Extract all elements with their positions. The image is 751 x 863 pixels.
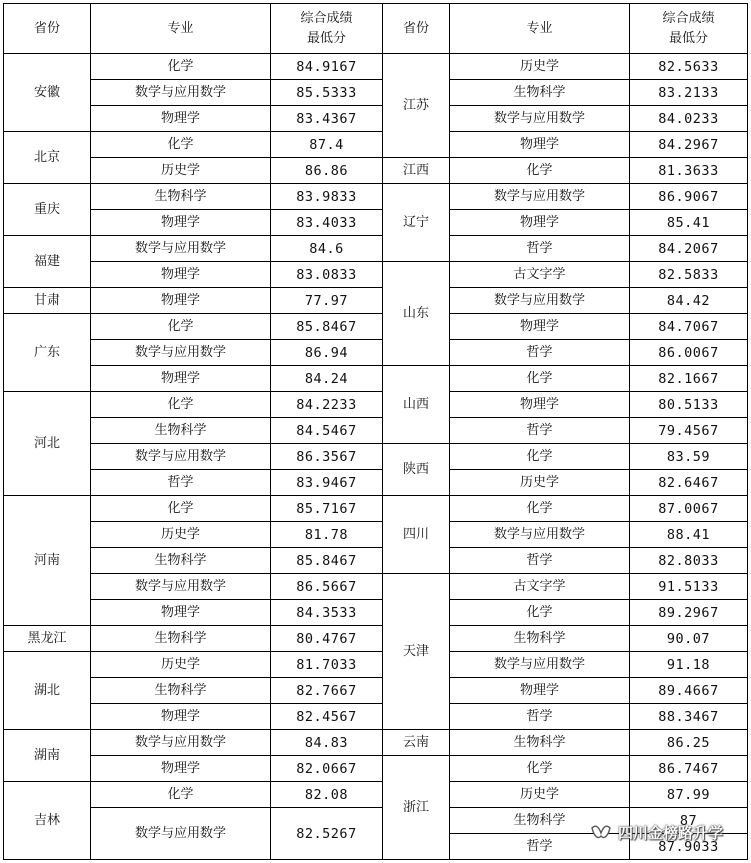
province-cell: 河南	[4, 496, 91, 626]
table-row	[4, 678, 748, 704]
score-header	[271, 4, 383, 54]
major-cell: 生物科学	[450, 626, 630, 652]
major-cell: 哲学	[450, 548, 630, 574]
score-cell: 82.5633	[630, 54, 748, 80]
score-cell: 91.5133	[630, 574, 748, 600]
score-cell: 85.41	[630, 210, 748, 236]
major-cell: 化学	[450, 158, 630, 184]
major-cell: 化学	[91, 54, 271, 80]
province-cell: 天津	[383, 574, 450, 730]
score-cell: 81.7033	[271, 652, 383, 678]
province-cell: 安徽	[4, 54, 91, 132]
table-row	[4, 54, 748, 80]
score-cell: 87.0067	[630, 496, 748, 522]
major-header: 专业	[91, 4, 271, 54]
major-cell: 物理学	[91, 366, 271, 392]
major-cell: 历史学	[450, 470, 630, 496]
score-cell: 82.5267	[271, 808, 383, 860]
score-cell: 82.6467	[630, 470, 748, 496]
major-cell: 物理学	[91, 210, 271, 236]
table-row	[4, 80, 748, 106]
major-cell: 生物科学	[450, 730, 630, 756]
major-cell: 化学	[450, 366, 630, 392]
province-cell: 山西	[383, 366, 450, 444]
province-cell: 四川	[383, 496, 450, 574]
score-cell: 86.9067	[630, 184, 748, 210]
score-cell: 85.5333	[271, 80, 383, 106]
major-cell: 化学	[450, 496, 630, 522]
table-row	[4, 652, 748, 678]
province-cell: 重庆	[4, 184, 91, 236]
major-cell: 哲学	[450, 340, 630, 366]
score-cell: 91.18	[630, 652, 748, 678]
score-cell: 88.3467	[630, 704, 748, 730]
major-cell: 哲学	[450, 236, 630, 262]
province-cell: 辽宁	[383, 184, 450, 262]
major-cell: 物理学	[450, 132, 630, 158]
major-cell: 物理学	[91, 756, 271, 782]
score-cell: 84.9167	[271, 54, 383, 80]
province-cell: 山东	[383, 262, 450, 366]
major-cell: 历史学	[91, 652, 271, 678]
major-cell: 物理学	[91, 262, 271, 288]
major-cell: 数学与应用数学	[450, 106, 630, 132]
table-row	[4, 210, 748, 236]
major-cell: 数学与应用数学	[91, 808, 271, 860]
score-cell: 82.5833	[630, 262, 748, 288]
table-row	[4, 262, 748, 288]
major-cell: 物理学	[91, 600, 271, 626]
table-row	[4, 158, 748, 184]
major-cell: 数学与应用数学	[91, 730, 271, 756]
score-cell: 83.9833	[271, 184, 383, 210]
score-cell: 86.25	[630, 730, 748, 756]
score-cell: 84.2233	[271, 392, 383, 418]
major-cell: 数学与应用数学	[450, 652, 630, 678]
major-cell: 哲学	[450, 418, 630, 444]
major-cell: 数学与应用数学	[450, 184, 630, 210]
score-cell: 85.8467	[271, 314, 383, 340]
major-cell: 数学与应用数学	[450, 522, 630, 548]
major-cell: 数学与应用数学	[91, 340, 271, 366]
score-header-line: 综合成绩	[662, 10, 715, 26]
major-cell: 物理学	[91, 106, 271, 132]
score-header-line: 综合成绩	[300, 10, 353, 26]
score-cell: 82.8033	[630, 548, 748, 574]
major-cell: 历史学	[450, 782, 630, 808]
table-row	[4, 600, 748, 626]
major-cell: 物理学	[450, 210, 630, 236]
score-cell: 83.4033	[271, 210, 383, 236]
table-row	[4, 418, 748, 444]
major-cell: 历史学	[91, 522, 271, 548]
score-cell: 88.41	[630, 522, 748, 548]
score-cell: 87.4	[271, 132, 383, 158]
table-row	[4, 392, 748, 418]
major-cell: 生物科学	[91, 418, 271, 444]
major-cell: 化学	[450, 444, 630, 470]
table-row	[4, 756, 748, 782]
score-cell: 83.59	[630, 444, 748, 470]
major-cell: 历史学	[91, 158, 271, 184]
major-cell: 物理学	[450, 314, 630, 340]
table-row	[4, 782, 748, 808]
table-row	[4, 314, 748, 340]
major-cell: 数学与应用数学	[91, 574, 271, 600]
score-cell: 82.1667	[630, 366, 748, 392]
table-row	[4, 730, 748, 756]
score-cell: 85.7167	[271, 496, 383, 522]
major-cell: 生物科学	[450, 808, 630, 834]
major-cell: 哲学	[450, 704, 630, 730]
province-cell: 吉林	[4, 782, 91, 860]
major-cell: 数学与应用数学	[91, 80, 271, 106]
watermark-text: 四川金榜路升学	[617, 824, 723, 842]
province-cell: 江西	[383, 158, 450, 184]
province-cell: 江苏	[383, 54, 450, 158]
province-cell: 湖北	[4, 652, 91, 730]
score-cell: 84.2967	[630, 132, 748, 158]
major-cell: 化学	[91, 496, 271, 522]
province-cell: 福建	[4, 236, 91, 288]
score-cell: 84.83	[271, 730, 383, 756]
table-row	[4, 574, 748, 600]
table-row	[4, 106, 748, 132]
major-cell: 古文字学	[450, 262, 630, 288]
score-cell: 84.42	[630, 288, 748, 314]
table-row	[4, 626, 748, 652]
major-cell: 化学	[450, 600, 630, 626]
major-cell: 化学	[91, 132, 271, 158]
score-cell: 83.9467	[271, 470, 383, 496]
major-cell: 化学	[91, 314, 271, 340]
major-cell: 物理学	[91, 704, 271, 730]
province-cell: 云南	[383, 730, 450, 756]
major-cell: 生物科学	[91, 184, 271, 210]
major-cell: 哲学	[450, 834, 630, 860]
major-cell: 数学与应用数学	[450, 288, 630, 314]
table-row	[4, 548, 748, 574]
major-header: 专业	[450, 4, 630, 54]
score-cell: 90.07	[630, 626, 748, 652]
table-row	[4, 808, 748, 834]
province-header: 省份	[4, 4, 91, 54]
score-cell: 84.0233	[630, 106, 748, 132]
table-row	[4, 522, 748, 548]
table-row	[4, 470, 748, 496]
score-cell: 81.78	[271, 522, 383, 548]
score-cell: 87.99	[630, 782, 748, 808]
province-cell: 北京	[4, 132, 91, 184]
score-cell: 82.7667	[271, 678, 383, 704]
province-cell: 陕西	[383, 444, 450, 496]
score-cell: 87.9033	[630, 834, 748, 860]
score-cell: 84.24	[271, 366, 383, 392]
major-cell: 古文字学	[450, 574, 630, 600]
major-cell: 数学与应用数学	[91, 236, 271, 262]
table-row	[4, 184, 748, 210]
score-cell: 82.08	[271, 782, 383, 808]
province-header: 省份	[383, 4, 450, 54]
major-cell: 化学	[91, 392, 271, 418]
score-cell: 86.3567	[271, 444, 383, 470]
score-cell: 86.7467	[630, 756, 748, 782]
major-cell: 物理学	[450, 392, 630, 418]
major-cell: 历史学	[450, 54, 630, 80]
score-cell: 84.7067	[630, 314, 748, 340]
score-cell: 86.86	[271, 158, 383, 184]
score-cell: 83.0833	[271, 262, 383, 288]
table-row	[4, 132, 748, 158]
score-cell: 85.8467	[271, 548, 383, 574]
major-cell: 生物科学	[450, 80, 630, 106]
score-cell: 82.4567	[271, 704, 383, 730]
major-cell: 物理学	[450, 678, 630, 704]
score-cell: 82.0667	[271, 756, 383, 782]
score-cell: 89.4667	[630, 678, 748, 704]
table-row	[4, 444, 748, 470]
province-cell: 河北	[4, 392, 91, 496]
score-cell: 79.4567	[630, 418, 748, 444]
major-cell: 化学	[450, 756, 630, 782]
major-cell: 哲学	[91, 470, 271, 496]
province-cell: 浙江	[383, 756, 450, 860]
score-cell: 86.5667	[271, 574, 383, 600]
table-row	[4, 704, 748, 730]
province-cell: 黑龙江	[4, 626, 91, 652]
major-cell: 物理学	[91, 288, 271, 314]
score-header-line: 最低分	[306, 30, 346, 46]
score-cell: 80.5133	[630, 392, 748, 418]
major-cell: 生物科学	[91, 626, 271, 652]
major-cell: 生物科学	[91, 548, 271, 574]
score-cell: 89.2967	[630, 600, 748, 626]
admission-score-table	[3, 3, 748, 860]
major-cell: 数学与应用数学	[91, 444, 271, 470]
score-cell: 81.3633	[630, 158, 748, 184]
province-cell: 甘肃	[4, 288, 91, 314]
major-cell: 生物科学	[91, 678, 271, 704]
score-cell: 83.4367	[271, 106, 383, 132]
table-row	[4, 496, 748, 522]
table-row	[4, 236, 748, 262]
table-row	[4, 366, 748, 392]
score-cell: 84.2067	[630, 236, 748, 262]
score-cell: 86.94	[271, 340, 383, 366]
score-cell: 84.3533	[271, 600, 383, 626]
table-row	[4, 288, 748, 314]
score-cell: 84.6	[271, 236, 383, 262]
table-row	[4, 340, 748, 366]
province-cell: 湖南	[4, 730, 91, 782]
score-cell: 77.97	[271, 288, 383, 314]
score-cell: 83.2133	[630, 80, 748, 106]
score-header-line: 最低分	[668, 30, 708, 46]
header-row	[4, 4, 748, 54]
score-cell: 84.5467	[271, 418, 383, 444]
score-cell: 80.4767	[271, 626, 383, 652]
score-header	[630, 4, 748, 54]
province-cell: 广东	[4, 314, 91, 392]
score-cell: 86.0067	[630, 340, 748, 366]
major-cell: 化学	[91, 782, 271, 808]
score-cell: 87	[630, 808, 748, 834]
